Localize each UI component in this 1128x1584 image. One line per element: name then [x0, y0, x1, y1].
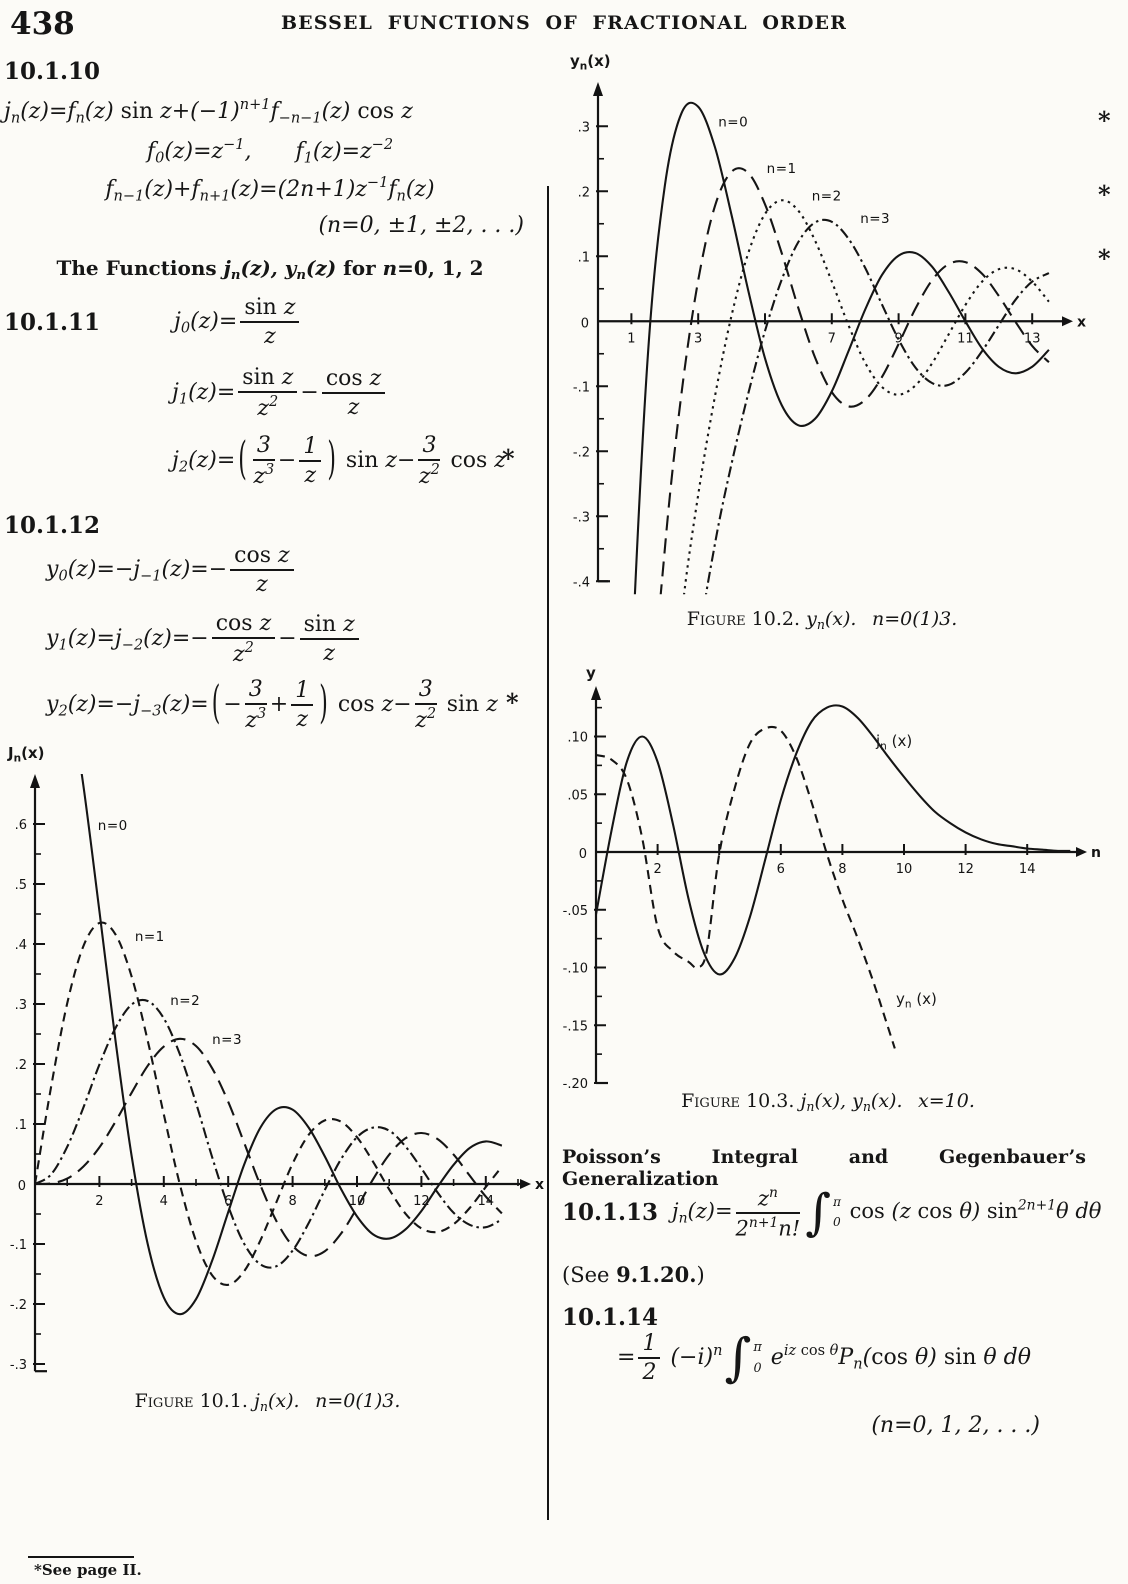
x-tick-label: 12	[957, 862, 974, 878]
y-axis-arrow	[591, 686, 601, 700]
y-tick-label: -.3	[9, 1358, 27, 1373]
x-axis-arrow	[520, 1179, 531, 1189]
curve-label: n=0	[718, 114, 749, 131]
y-tick-label: -.1	[9, 1238, 27, 1253]
equation-10-1-10-constraint: (n=0, ±1, ±2, . . .)	[318, 213, 524, 238]
footnote-star: *	[1098, 180, 1111, 209]
x-tick-label: 12	[413, 1194, 430, 1209]
y-tick-label: .4	[14, 938, 27, 953]
figure-10-3	[558, 656, 1106, 1136]
figure-10-1-chart	[0, 768, 545, 1384]
equation-10-1-10-line3: $f_{n-1}(z)+f_{n+1}(z)=(2n+1)z^{-1}f_n(z)$	[105, 175, 435, 205]
footnote-text: *See page II.	[34, 1561, 142, 1579]
y-tick-label: .2	[14, 1058, 27, 1073]
curve-n=2	[35, 1000, 502, 1268]
y-tick-label: -.05	[562, 903, 588, 919]
y-tick-label: -.2	[572, 445, 590, 461]
equation-j2: $j_2(z)=$ ( $\frac{3}{z^3}$ − $\frac{1}{z}$ ) sin z− $\frac{3}{z^2}$ cos z	[172, 433, 506, 490]
y-tick-label: .5	[14, 878, 27, 893]
y-tick-label: -.15	[562, 1019, 588, 1035]
figure-10-1-caption-text: $j_n(x)$. n=0(1)3.	[253, 1390, 401, 1414]
figure-10-2-caption	[562, 608, 1082, 632]
origin-label: 0	[578, 847, 587, 863]
x-tick-label: 1	[627, 331, 636, 347]
footnote-star: *	[502, 444, 515, 473]
x-tick-label: 6	[224, 1194, 233, 1209]
x-tick-label: 6	[776, 862, 785, 878]
x-tick-label: 11	[957, 331, 974, 347]
origin-label: 0	[580, 316, 589, 332]
x-tick-label: 10	[348, 1194, 366, 1209]
curve-label: n=0	[97, 818, 128, 834]
figure-10-1-caption	[0, 1390, 535, 1414]
y-tick-label: -.4	[572, 575, 590, 591]
column-divider	[547, 186, 549, 1520]
x-tick-label: 8	[838, 862, 847, 878]
y-tick-label: .10	[567, 730, 588, 746]
y-tick-label: -.10	[562, 961, 588, 977]
y-tick-label: -.20	[562, 1077, 588, 1093]
x-tick-label: 10	[895, 862, 913, 878]
y-axis-arrow	[593, 82, 603, 96]
y-axis-arrow	[30, 774, 40, 788]
y-tick-label: .3	[577, 120, 590, 136]
x-tick-label: 7	[827, 331, 836, 347]
figure-10-2	[562, 50, 1107, 660]
x-tick-label: 14	[1018, 862, 1036, 878]
footnote-rule	[28, 1556, 134, 1558]
figure-10-2-chart	[566, 78, 1094, 600]
y-tick-label: -.3	[572, 510, 590, 526]
x-axis-label: x	[1077, 314, 1087, 331]
figure-10-3-caption-label: Figure 10.3.	[681, 1090, 795, 1112]
equation-y2: $y_2(z)=-j_{-3}(z)=$ ( − $\frac{3}{z^3}$ + $\frac{1}{z}$ ) cos z− $\frac{3}{z^2}$ sin z	[46, 677, 498, 734]
curve-label: n=1	[766, 161, 797, 178]
equation-10-1-10-line1: $j_n(z)=f_n(z)$ $\sin z+(-1)^{n+1}f_{-n-1}(z)$ cos z	[4, 97, 413, 127]
y-tick-label: .2	[577, 185, 590, 201]
page-number: 438	[10, 6, 75, 42]
section-number-10-1-11: 10.1.11	[4, 308, 101, 336]
x-axis-label: x	[535, 1177, 545, 1193]
y-tick-label: -.1	[572, 380, 590, 396]
x-tick-label: 2	[95, 1194, 104, 1209]
section-number-10-1-14: 10.1.14	[562, 1304, 659, 1331]
y-tick-label: .1	[14, 1118, 27, 1133]
curve-label: n=3	[212, 1032, 243, 1049]
subsection-heading-poisson: Poisson’s Integral and Gegenbauer’s Generalization	[562, 1146, 1086, 1190]
equation-y0: $y_0(z)=-j_{-1}(z)=-$ $\frac{\text{cos z}}{z}$	[46, 544, 297, 596]
equation-j1: $j_1(z)=$ $\frac{\text{sin z}}{z^2}$ − $\frac{\text{cos z}}{z}$	[172, 366, 388, 420]
x-tick-label: 8	[288, 1194, 297, 1209]
equation-10-1-14-constraint: (n=0, 1, 2, . . .)	[871, 1413, 1040, 1438]
section-number-10-1-10: 10.1.10	[4, 58, 101, 85]
footnote-star: *	[1098, 106, 1111, 135]
y-tick-label: .1	[577, 250, 590, 266]
equation-10-1-14: = $\frac{1}{2}$ $(-i)^n$ ∫ π 0 $e^{iz cos \theta}P_n(\cos$ θ) sin θ dθ	[617, 1327, 1031, 1388]
figure-10-3-series-label-yn: $y_n$ (x)	[896, 990, 937, 1011]
y-tick-label: .3	[14, 998, 27, 1013]
equation-y1: $y_1(z)=j_{-2}(z)=-$ $\frac{\text{cos z}}{z^2}$ − $\frac{\text{sin z}}{z}$	[46, 612, 362, 666]
x-tick-label: 9	[894, 331, 903, 347]
footnote-star: *	[506, 688, 519, 717]
figure-10-3-y-axis-title: y	[586, 664, 596, 682]
equation-10-1-13: $j_n(z)=$ $\frac{z^n}{2^{n+1}n!}$ ∫ π 0 cos (z cos θ) $\sin^{2n+1}\theta$ dθ	[672, 1183, 1102, 1242]
curve-label: n=2	[170, 993, 201, 1010]
figure-10-3-caption	[558, 1090, 1098, 1114]
x-axis-arrow	[1076, 847, 1087, 857]
origin-label: 0	[17, 1179, 26, 1194]
x-tick-label: 13	[1023, 331, 1041, 347]
equation-j0: $j_0(z)=$ $\frac{\text{sin z}}{z}$	[174, 296, 302, 348]
x-tick-label: 2	[653, 862, 662, 878]
figure-10-1	[0, 744, 545, 1444]
curve-label: n=3	[860, 211, 891, 228]
figure-10-2-caption-label: Figure 10.2.	[686, 608, 801, 630]
curve-yn(10) vs n	[596, 727, 895, 1048]
x-tick-label: 14	[477, 1194, 495, 1209]
footnote-star: *	[1098, 244, 1111, 273]
figure-10-3-caption-text: $j_n(x)$, $y_n(x)$. x=10.	[800, 1090, 975, 1114]
y-tick-label: .05	[567, 788, 588, 804]
figure-10-3-chart	[558, 682, 1103, 1094]
equation-row-10-1-11	[4, 296, 302, 348]
figure-10-1-caption-label: Figure 10.1.	[134, 1390, 248, 1412]
see-reference-note: (See 9.1.20.)	[562, 1262, 705, 1287]
curve-label: n=2	[811, 188, 842, 205]
figure-10-3-series-label-jn: $j_n$ (x)	[876, 732, 913, 753]
curve-jn(10) vs n	[596, 705, 1070, 974]
figure-10-2-caption-text: $y_n(x)$. n=0(1)3.	[806, 608, 958, 632]
x-tick-label: 4	[159, 1194, 168, 1209]
curve-n=1	[35, 923, 502, 1285]
equation-10-1-10-line2: $f_0(z)=z^{-1}$, $f_1(z)=z^{-2}$	[146, 137, 394, 167]
curve-label: n=1	[134, 929, 165, 945]
equation-row-10-1-13	[562, 1183, 1102, 1242]
x-axis-label: n	[1091, 845, 1101, 862]
subsection-heading-functions: The Functions $j_n(z)$, $y_n(z)$ for n=0, 1, 2	[56, 256, 484, 284]
y-tick-label: .6	[14, 818, 27, 833]
x-axis-arrow	[1062, 316, 1073, 326]
section-number-10-1-13: 10.1.13	[562, 1199, 659, 1227]
figure-10-2-y-axis-title: $y_n(x)$	[570, 52, 611, 73]
figure-10-1-y-axis-title: $J_n(x)$	[8, 744, 45, 765]
y-tick-label: -.2	[9, 1298, 27, 1313]
x-tick-label: 3	[694, 331, 703, 347]
running-title: BESSEL FUNCTIONS OF FRACTIONAL ORDER	[281, 12, 847, 34]
section-number-10-1-12: 10.1.12	[4, 512, 101, 539]
